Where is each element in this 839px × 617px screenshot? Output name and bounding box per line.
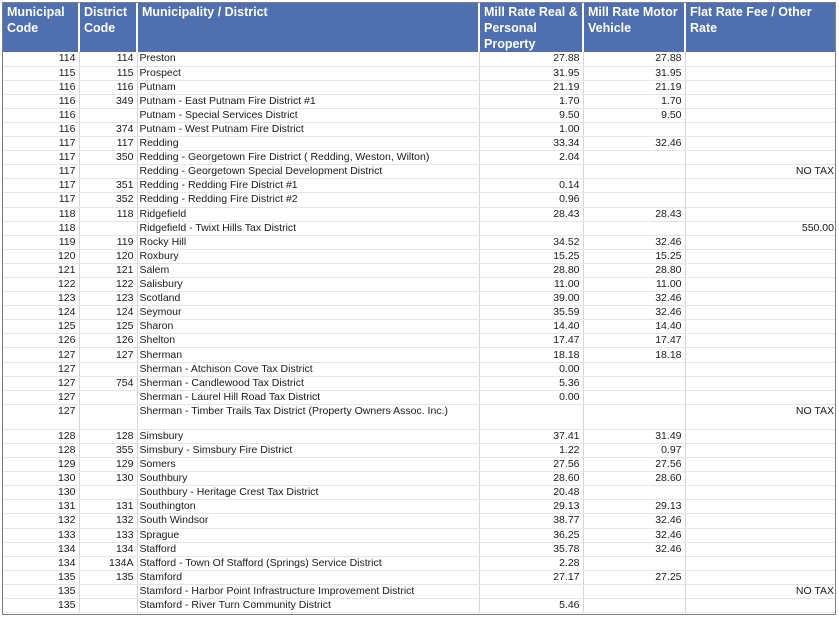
municipal-code-cell: 127: [3, 376, 79, 390]
mill-rate-motor-cell: [583, 193, 685, 207]
mill-rate-real-cell: 31.95: [479, 66, 583, 80]
district-code-cell: 129: [79, 458, 137, 472]
district-code-cell: 120: [79, 249, 137, 263]
mill-rate-real-cell: 17.47: [479, 334, 583, 348]
municipality-cell: Sherman: [137, 348, 479, 362]
mill-rate-real-cell: 5.46: [479, 598, 583, 612]
table-row: [3, 472, 836, 486]
district-code-cell: 134A: [79, 556, 137, 570]
district-code-cell: 116: [79, 80, 137, 94]
municipality-cell: Redding - Georgetown Special Development District: [137, 165, 479, 179]
district-code-cell: 135: [79, 570, 137, 584]
flat-rate-cell: NO TAX: [685, 404, 836, 429]
mill-rate-motor-cell: [583, 376, 685, 390]
header-mill-rate-real[interactable]: Mill Rate Real & Personal Property: [479, 3, 583, 52]
flat-rate-cell: [685, 94, 836, 108]
flat-rate-cell: [685, 570, 836, 584]
municipal-code-cell: 131: [3, 500, 79, 514]
municipality-cell: Putnam - East Putnam Fire District #1: [137, 94, 479, 108]
flat-rate-cell: [685, 458, 836, 472]
municipality-cell: Rocky Hill: [137, 235, 479, 249]
mill-rate-motor-cell: [583, 556, 685, 570]
district-code-cell: 134: [79, 542, 137, 556]
flat-rate-cell: 550.00: [685, 221, 836, 235]
table-row: [3, 122, 836, 136]
municipal-code-cell: 134: [3, 542, 79, 556]
flat-rate-cell: [685, 528, 836, 542]
mill-rate-motor-cell: [583, 404, 685, 429]
municipality-cell: Simsbury - Simsbury Fire District: [137, 443, 479, 457]
table-row: [3, 278, 836, 292]
municipal-code-cell: 132: [3, 514, 79, 528]
table-row: [3, 263, 836, 277]
municipal-code-cell: 117: [3, 193, 79, 207]
flat-rate-cell: [685, 598, 836, 612]
mill-rate-motor-cell: 0.97: [583, 443, 685, 457]
mill-rate-motor-cell: [583, 598, 685, 612]
district-code-cell: 132: [79, 514, 137, 528]
municipality-cell: Seymour: [137, 306, 479, 320]
municipal-code-cell: 134: [3, 556, 79, 570]
municipal-code-cell: 130: [3, 472, 79, 486]
flat-rate-cell: [685, 249, 836, 263]
header-flat-rate[interactable]: Flat Rate Fee / Other Rate: [685, 3, 836, 52]
district-code-cell: [79, 390, 137, 404]
table-body: [3, 52, 836, 613]
mill-rate-motor-cell: 29.13: [583, 500, 685, 514]
table-row: [3, 249, 836, 263]
municipal-code-cell: 118: [3, 207, 79, 221]
mill-rate-real-cell: 35.59: [479, 306, 583, 320]
mill-rate-real-cell: 11.00: [479, 278, 583, 292]
table-row: [3, 348, 836, 362]
district-code-cell: 125: [79, 320, 137, 334]
table-row: [3, 376, 836, 390]
mill-rate-real-cell: 1.00: [479, 122, 583, 136]
municipality-cell: Stamford - Harbor Point Infrastructure Improvement District: [137, 584, 479, 598]
mill-rate-motor-cell: 11.00: [583, 278, 685, 292]
table-row: [3, 179, 836, 193]
flat-rate-cell: [685, 137, 836, 151]
municipal-code-cell: 128: [3, 443, 79, 457]
table-row: [3, 598, 836, 612]
municipal-code-cell: 127: [3, 404, 79, 429]
mill-rate-motor-cell: 1.70: [583, 94, 685, 108]
municipal-code-cell: 133: [3, 528, 79, 542]
mill-rate-motor-cell: 32.46: [583, 235, 685, 249]
municipal-code-cell: 117: [3, 165, 79, 179]
mill-rate-real-cell: 37.41: [479, 429, 583, 443]
flat-rate-cell: [685, 429, 836, 443]
municipal-code-cell: 129: [3, 458, 79, 472]
district-code-cell: [79, 598, 137, 612]
municipal-code-cell: 119: [3, 235, 79, 249]
district-code-cell: 754: [79, 376, 137, 390]
municipal-code-cell: 127: [3, 348, 79, 362]
mill-rate-real-cell: 29.13: [479, 500, 583, 514]
municipal-code-cell: 122: [3, 278, 79, 292]
table-row: [3, 52, 836, 66]
municipal-code-cell: 128: [3, 429, 79, 443]
municipal-code-cell: 116: [3, 80, 79, 94]
mill-rate-motor-cell: 18.18: [583, 348, 685, 362]
municipality-cell: Prospect: [137, 66, 479, 80]
mill-rate-real-cell: 39.00: [479, 292, 583, 306]
mill-rate-real-cell: 5.36: [479, 376, 583, 390]
municipal-code-cell: 124: [3, 306, 79, 320]
mill-rate-real-cell: [479, 584, 583, 598]
mill-rate-real-cell: 20.48: [479, 486, 583, 500]
mill-rate-motor-cell: [583, 390, 685, 404]
municipal-code-cell: 117: [3, 179, 79, 193]
municipality-cell: Preston: [137, 52, 479, 66]
municipal-code-cell: 126: [3, 334, 79, 348]
mill-rate-real-cell: 27.17: [479, 570, 583, 584]
mill-rate-real-cell: 33.34: [479, 137, 583, 151]
district-code-cell: 123: [79, 292, 137, 306]
municipal-code-cell: 121: [3, 263, 79, 277]
mill-rate-real-cell: 28.43: [479, 207, 583, 221]
mill-rate-motor-cell: 32.46: [583, 137, 685, 151]
mill-rate-motor-cell: 28.80: [583, 263, 685, 277]
flat-rate-cell: [685, 66, 836, 80]
mill-rate-real-cell: 15.25: [479, 249, 583, 263]
municipality-cell: Stafford - Town Of Stafford (Springs) Service District: [137, 556, 479, 570]
municipality-cell: Simsbury: [137, 429, 479, 443]
municipality-cell: Sharon: [137, 320, 479, 334]
flat-rate-cell: [685, 376, 836, 390]
mill-rate-table: [3, 3, 836, 613]
municipality-cell: Sherman - Candlewood Tax District: [137, 376, 479, 390]
flat-rate-cell: [685, 362, 836, 376]
mill-rate-motor-cell: 32.46: [583, 542, 685, 556]
flat-rate-cell: [685, 542, 836, 556]
municipal-code-cell: 130: [3, 486, 79, 500]
flat-rate-cell: [685, 486, 836, 500]
mill-rate-real-cell: [479, 221, 583, 235]
municipality-cell: Salem: [137, 263, 479, 277]
district-code-cell: 124: [79, 306, 137, 320]
municipal-code-cell: 123: [3, 292, 79, 306]
flat-rate-cell: [685, 52, 836, 66]
table-row: [3, 542, 836, 556]
flat-rate-cell: [685, 348, 836, 362]
district-code-cell: [79, 362, 137, 376]
municipality-cell: Somers: [137, 458, 479, 472]
municipal-code-cell: 125: [3, 320, 79, 334]
table-row: [3, 108, 836, 122]
mill-rate-motor-cell: 14.40: [583, 320, 685, 334]
table-row: [3, 486, 836, 500]
district-code-cell: 374: [79, 122, 137, 136]
mill-rate-motor-cell: 28.43: [583, 207, 685, 221]
municipal-code-cell: 115: [3, 66, 79, 80]
mill-rate-motor-cell: 21.19: [583, 80, 685, 94]
mill-rate-real-cell: 1.70: [479, 94, 583, 108]
flat-rate-cell: [685, 500, 836, 514]
mill-rate-real-cell: [479, 165, 583, 179]
municipality-cell: Ridgefield - Twixt Hills Tax District: [137, 221, 479, 235]
mill-rate-motor-cell: 31.95: [583, 66, 685, 80]
table-row: [3, 151, 836, 165]
table-row: [3, 80, 836, 94]
district-code-cell: 114: [79, 52, 137, 66]
flat-rate-cell: [685, 263, 836, 277]
mill-rate-real-cell: 0.00: [479, 390, 583, 404]
flat-rate-cell: [685, 306, 836, 320]
mill-rate-motor-cell: [583, 165, 685, 179]
table-row: [3, 458, 836, 472]
mill-rate-motor-cell: 31.49: [583, 429, 685, 443]
flat-rate-cell: NO TAX: [685, 165, 836, 179]
table-row: [3, 165, 836, 179]
mill-rate-table-frame: [2, 2, 836, 615]
municipal-code-cell: 135: [3, 570, 79, 584]
mill-rate-motor-cell: 9.50: [583, 108, 685, 122]
flat-rate-cell: [685, 235, 836, 249]
municipality-cell: Roxbury: [137, 249, 479, 263]
mill-rate-motor-cell: [583, 584, 685, 598]
municipality-cell: Sherman - Atchison Cove Tax District: [137, 362, 479, 376]
district-code-cell: 351: [79, 179, 137, 193]
mill-rate-motor-cell: [583, 486, 685, 500]
mill-rate-real-cell: 28.60: [479, 472, 583, 486]
table-row: [3, 556, 836, 570]
table-row: [3, 320, 836, 334]
municipal-code-cell: 114: [3, 52, 79, 66]
mill-rate-motor-cell: 32.46: [583, 306, 685, 320]
table-row: [3, 443, 836, 457]
table-header: [3, 3, 836, 52]
municipal-code-cell: 116: [3, 122, 79, 136]
municipality-cell: Sherman - Laurel Hill Road Tax District: [137, 390, 479, 404]
mill-rate-real-cell: 28.80: [479, 263, 583, 277]
municipality-cell: Redding - Redding Fire District #2: [137, 193, 479, 207]
mill-rate-real-cell: 34.52: [479, 235, 583, 249]
mill-rate-motor-cell: 15.25: [583, 249, 685, 263]
table-row: [3, 362, 836, 376]
flat-rate-cell: [685, 278, 836, 292]
municipal-code-cell: 117: [3, 137, 79, 151]
mill-rate-motor-cell: 17.47: [583, 334, 685, 348]
flat-rate-cell: [685, 390, 836, 404]
municipality-cell: Scotland: [137, 292, 479, 306]
district-code-cell: 131: [79, 500, 137, 514]
table-row: [3, 292, 836, 306]
header-row: [3, 3, 836, 52]
district-code-cell: 130: [79, 472, 137, 486]
flat-rate-cell: [685, 514, 836, 528]
mill-rate-real-cell: 0.14: [479, 179, 583, 193]
municipality-cell: Stafford: [137, 542, 479, 556]
municipality-cell: Putnam: [137, 80, 479, 94]
mill-rate-real-cell: 21.19: [479, 80, 583, 94]
mill-rate-motor-cell: [583, 151, 685, 165]
district-code-cell: [79, 486, 137, 500]
municipality-cell: Sherman - Timber Trails Tax District (Property Owners Assoc. Inc.): [137, 404, 479, 429]
table-row: [3, 514, 836, 528]
municipal-code-cell: 127: [3, 390, 79, 404]
district-code-cell: 355: [79, 443, 137, 457]
municipal-code-cell: 120: [3, 249, 79, 263]
flat-rate-cell: [685, 320, 836, 334]
flat-rate-cell: [685, 108, 836, 122]
flat-rate-cell: [685, 207, 836, 221]
table-row: [3, 528, 836, 542]
district-code-cell: 349: [79, 94, 137, 108]
table-row: [3, 235, 836, 249]
district-code-cell: 115: [79, 66, 137, 80]
flat-rate-cell: [685, 443, 836, 457]
table-row: [3, 429, 836, 443]
mill-rate-real-cell: 36.25: [479, 528, 583, 542]
district-code-cell: [79, 108, 137, 122]
municipality-cell: Redding: [137, 137, 479, 151]
table-row: [3, 137, 836, 151]
table-row: [3, 404, 836, 429]
flat-rate-cell: NO TAX: [685, 584, 836, 598]
municipality-cell: South Windsor: [137, 514, 479, 528]
mill-rate-motor-cell: 27.25: [583, 570, 685, 584]
table-row: [3, 500, 836, 514]
district-code-cell: 126: [79, 334, 137, 348]
municipality-cell: Shelton: [137, 334, 479, 348]
municipality-cell: Southington: [137, 500, 479, 514]
municipality-cell: Ridgefield: [137, 207, 479, 221]
flat-rate-cell: [685, 193, 836, 207]
municipality-cell: Stamford - River Turn Community District: [137, 598, 479, 612]
mill-rate-real-cell: 1.22: [479, 443, 583, 457]
mill-rate-motor-cell: [583, 221, 685, 235]
mill-rate-motor-cell: 27.88: [583, 52, 685, 66]
municipality-cell: Redding - Redding Fire District #1: [137, 179, 479, 193]
mill-rate-motor-cell: [583, 179, 685, 193]
flat-rate-cell: [685, 556, 836, 570]
mill-rate-motor-cell: [583, 362, 685, 376]
mill-rate-real-cell: 18.18: [479, 348, 583, 362]
municipal-code-cell: 117: [3, 151, 79, 165]
municipality-cell: Putnam - West Putnam Fire District: [137, 122, 479, 136]
municipal-code-cell: 127: [3, 362, 79, 376]
table-row: [3, 584, 836, 598]
municipal-code-cell: 116: [3, 94, 79, 108]
table-row: [3, 94, 836, 108]
municipality-cell: Southbury: [137, 472, 479, 486]
mill-rate-real-cell: 2.04: [479, 151, 583, 165]
mill-rate-real-cell: 2.28: [479, 556, 583, 570]
district-code-cell: [79, 584, 137, 598]
district-code-cell: 133: [79, 528, 137, 542]
table-row: [3, 221, 836, 235]
mill-rate-motor-cell: 27.56: [583, 458, 685, 472]
mill-rate-real-cell: 27.56: [479, 458, 583, 472]
flat-rate-cell: [685, 179, 836, 193]
flat-rate-cell: [685, 292, 836, 306]
mill-rate-motor-cell: 28.60: [583, 472, 685, 486]
flat-rate-cell: [685, 334, 836, 348]
header-municipal-code[interactable]: Municipal Code: [3, 3, 79, 52]
mill-rate-real-cell: 14.40: [479, 320, 583, 334]
district-code-cell: 350: [79, 151, 137, 165]
mill-rate-real-cell: 38.77: [479, 514, 583, 528]
municipality-cell: Stamford: [137, 570, 479, 584]
district-code-cell: 121: [79, 263, 137, 277]
municipality-cell: Putnam - Special Services District: [137, 108, 479, 122]
municipality-cell: Sprague: [137, 528, 479, 542]
mill-rate-real-cell: 35.78: [479, 542, 583, 556]
flat-rate-cell: [685, 122, 836, 136]
mill-rate-real-cell: 0.00: [479, 362, 583, 376]
district-code-cell: 117: [79, 137, 137, 151]
flat-rate-cell: [685, 80, 836, 94]
header-municipality[interactable]: Municipality / District: [137, 3, 479, 52]
municipal-code-cell: 116: [3, 108, 79, 122]
district-code-cell: [79, 221, 137, 235]
table-row: [3, 306, 836, 320]
district-code-cell: [79, 165, 137, 179]
mill-rate-real-cell: 27.88: [479, 52, 583, 66]
table-row: [3, 66, 836, 80]
mill-rate-real-cell: 0.96: [479, 193, 583, 207]
municipality-cell: Southbury - Heritage Crest Tax District: [137, 486, 479, 500]
table-row: [3, 570, 836, 584]
flat-rate-cell: [685, 472, 836, 486]
header-district-code[interactable]: District Code: [79, 3, 137, 52]
mill-rate-motor-cell: 32.46: [583, 514, 685, 528]
municipality-cell: Redding - Georgetown Fire District ( Redding, Weston, Wilton): [137, 151, 479, 165]
table-row: [3, 207, 836, 221]
municipal-code-cell: 118: [3, 221, 79, 235]
table-row: [3, 193, 836, 207]
municipality-cell: Salisbury: [137, 278, 479, 292]
district-code-cell: 128: [79, 429, 137, 443]
flat-rate-cell: [685, 151, 836, 165]
district-code-cell: 352: [79, 193, 137, 207]
district-code-cell: 118: [79, 207, 137, 221]
table-row: [3, 334, 836, 348]
mill-rate-motor-cell: [583, 122, 685, 136]
mill-rate-real-cell: [479, 404, 583, 429]
mill-rate-motor-cell: 32.46: [583, 292, 685, 306]
district-code-cell: 119: [79, 235, 137, 249]
municipal-code-cell: 135: [3, 598, 79, 612]
table-row: [3, 390, 836, 404]
mill-rate-real-cell: 9.50: [479, 108, 583, 122]
header-mill-rate-motor[interactable]: Mill Rate Motor Vehicle: [583, 3, 685, 52]
mill-rate-motor-cell: 32.46: [583, 528, 685, 542]
district-code-cell: 122: [79, 278, 137, 292]
municipal-code-cell: 135: [3, 584, 79, 598]
district-code-cell: 127: [79, 348, 137, 362]
district-code-cell: [79, 404, 137, 429]
